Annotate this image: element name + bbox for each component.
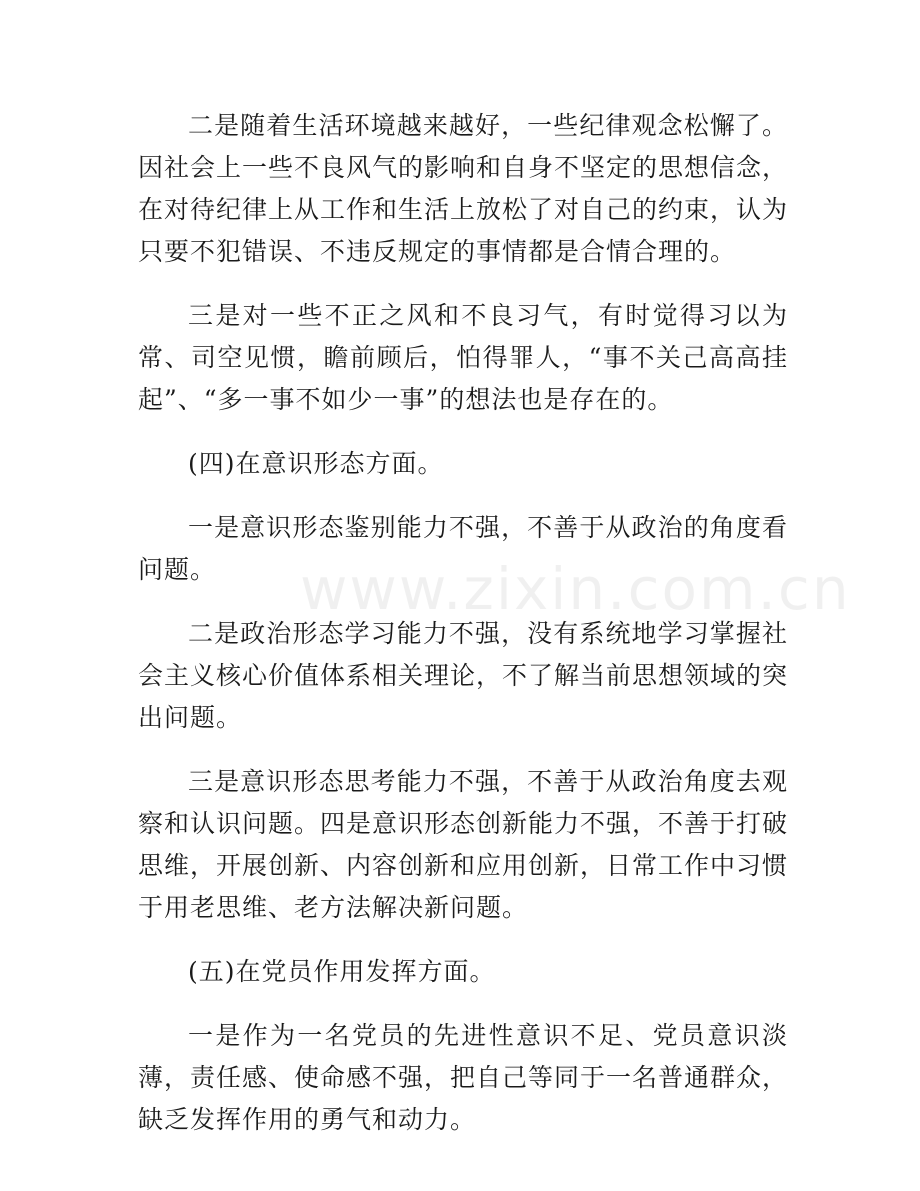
paragraph-discipline-2: 二是随着生活环境越来越好，一些纪律观念松懈了。因社会上一些不良风气的影响和自身不坚定的思想信念，在对待纪律上从工作和生活上放松了对自己的约束，认为只要不犯错误、不违反规定的事情都是合情合理的。 bbox=[138, 111, 789, 266]
document-body bbox=[138, 105, 788, 1163]
paragraph-ideology-2: 二是政治形态学习能力不强，没有系统地学习掌握社会主义核心价值体系相关理论，不了解当前思想领域的突出问题。 bbox=[138, 619, 789, 732]
paragraph-party-role-1: 一是作为一名党员的先进性意识不足、党员意识淡薄，责任感、使命感不强，把自己等同于一名普通群众，缺乏发挥作用的勇气和动力。 bbox=[138, 1021, 789, 1134]
paragraph-ideology-3: 三是意识形态思考能力不强，不善于从政治角度去观察和认识问题。四是意识形态创新能力不强，不善于打破思维，开展创新、内容创新和应用创新，日常工作中习惯于用老思维、老方法解决新问题。 bbox=[138, 767, 789, 922]
paragraph-discipline-3: 三是对一些不正之风和不良习气，有时觉得习以为常、司空见惯，瞻前顾后，怕得罪人，“事不关己高高挂起”、“多一事不如少一事”的想法也是存在的。 bbox=[138, 301, 788, 414]
section-heading-ideology: (四)在意识形态方面。 bbox=[188, 449, 444, 478]
watermark: www.zixin.com.cn bbox=[300, 555, 851, 623]
section-heading-party-role: (五)在党员作用发挥方面。 bbox=[188, 957, 496, 986]
paragraph-ideology-1: 一是意识形态鉴别能力不强，不善于从政治的角度看问题。 bbox=[138, 513, 788, 584]
